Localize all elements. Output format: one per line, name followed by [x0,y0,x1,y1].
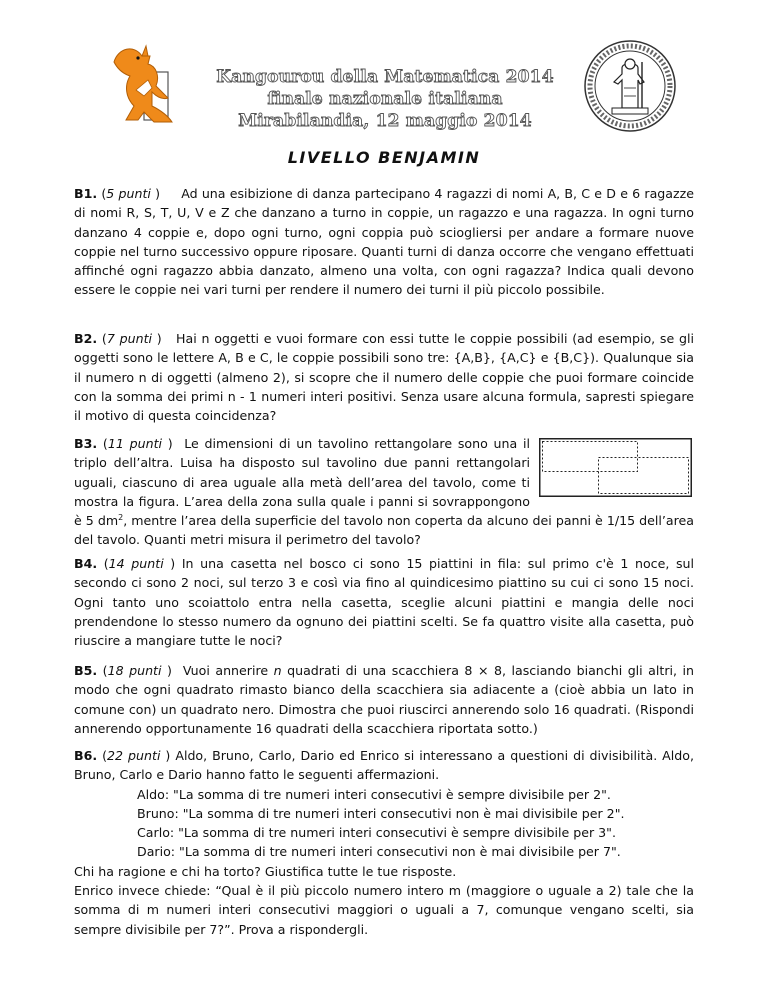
problem-statement: Ad una esibizione di danza partecipano 4 ragazzi di nomi A, B, C e D e 6 ragazze di nomi R, S, T, U, V e Z che danzano a turno in coppie, un ragazzo e una ragazza. In ogni turno danzano 4 coppie e, dopo ogni turno, ogni coppia può sciogliersi per andare a formare nuove coppie nel turno successivo oppure riposare. Quanti turni di danza occorre che vengano effettuati affinché ogni ragazzo abbia danzato, almeno una volta, con ogni ragazza? Indica quali devono essere le coppie nei vari turni per rendere il numero dei turni il più piccolo possibile. [74,186,694,298]
statement-aldo: Aldo: "La somma di tre numeri interi consecutivi è sempre divisibile per 2". [137,786,611,802]
question-text: Chi ha ragione e chi ha torto? Giustifica tutte le tue risposte. [74,863,457,879]
problem-points: 22 punti [107,748,161,763]
superscript: 2 [118,513,124,522]
competition-header [200,66,570,132]
problem-points: 7 punti [106,331,153,346]
table-cloths-figure [539,438,692,497]
university-seal-logo [582,38,678,134]
problem-b5-text: B5. (18 punti ) Vuoi annerire n quadrati di una scacchiera 8 × 8, lasciando bianchi gli altri, in modo che ogni quadrato rimasto bianco della scacchiera sia adiacente a (cioè abbia un lato in comune con) un quadrato nero. Dimostra che puoi riuscirci annerendo solo 16 quadrati. (Rispondi annerendo opportunamente 16 quadrati della scacchiera riportata sotto.) [74,663,694,736]
problem-number: B4. [74,556,98,571]
problem-number: B3. [74,436,98,451]
problem-number: B6. [74,748,98,763]
problem-statement-cont: quadrati di una scacchiera 8 × 8, lasciando bianchi gli altri, in modo che ogni quadrato rimasto bianco della scacchiera sia adiacente a (cioè abbia un lato in comune con) un quadrato nero. Dimostra che puoi riuscirci annerendo solo 16 quadrati. (Rispondi annerendo opportunamente 16 quadrati della scacchiera riportata sotto.) [74,663,694,736]
problem-b4-text: B4. (14 punti ) In una casetta nel bosco ci sono 15 piattini in fila: sul primo c'è 1 noce, sul secondo ci sono 2 noci, sul terzo 3 e così via fino al quindicesimo piattino su cui ci sono 15 noci. Ogni tanto uno scoiattolo entra nella casetta, sceglie alcuni piattini e mangia delle noci prendendone lo stesso numero da ognuno dei piattini scelti. Se fa quattro visite alla casetta, può riuscire a mangiare tutte le noci? [74,556,694,649]
header-subtitle: finale nazionale italiana [267,89,503,109]
problem-b1 [74,184,694,300]
problem-statement-cont: , mentre l’area della superficie del tavolo non coperta da alcuno dei panni è 1/15 dell’area del tavolo. Quanti metri misura il perimetro del tavolo? [74,513,695,548]
problem-statement: Aldo, Bruno, Carlo, Dario ed Enrico si interessano a questioni di divisibilità. Aldo, Bruno, Carlo e Dario hanno fatto le seguenti affermazioni. [74,748,695,783]
statement-carlo: Carlo: "La somma di tre numeri interi consecutivi è sempre divisibile per 3". [137,825,616,841]
cloth-two [599,458,689,494]
problem-statement: Hai n oggetti e vuoi formare con essi tutte le coppie possibili (ad esempio, se gli oggetti sono le lettere A, B e C, le coppie possibili sono tre: {A,B}, {A,C} e {B,C}). Qualunque sia il numero n di oggetti (almeno 2), si scopre che il numero delle coppie che puoi formare coincide con la somma dei primi n - 1 numeri interi positivi. Senza usare alcuna formula, sapresti spiegare il motivo di questa coincidenza? [74,331,694,424]
table-outline [540,439,692,497]
problem-b2 [74,329,694,425]
header-date-place: Mirabilandia, 12 maggio 2014 [238,111,532,131]
statement-dario: Dario: "La somma di tre numeri interi consecutivi non è mai divisibile per 7". [137,844,621,860]
problem-statement: Le dimensioni di un tavolino rettangolare sono una il triplo dell’altra. Luisa ha disposto sul tavolino due panni rettangolari uguali, ciascuno di area uguale alla metà dell’area del tavolo, come ti mostra la figura. L’area della zona sulla quale i panni si sovrappongono è 5 dm [74,436,530,529]
level-title: LIVELLO BENJAMIN [287,148,481,167]
cloth-one [543,442,638,472]
problem-statement: In una casetta nel bosco ci sono 15 piattini in fila: sul primo c'è 1 noce, sul secondo ci sono 2 noci, sul terzo 3 e così via fino al quindicesimo piattino su cui ci sono 15 noci. Ogni tanto uno scoiattolo entra nella casetta, sceglie alcuni piattini e mangia delle noci prendendone lo stesso numero da ognuno dei piattini scelti. Se fa quattro visite alla casetta, può riuscire a mangiare tutte le noci? [74,556,694,649]
problem-b1-text: B1. (5 punti ) Ad una esibizione di danza partecipano 4 ragazzi di nomi A, B, C e D e 6 ragazze di nomi R, S, T, U, V e Z che danzano a turno in coppie, un ragazzo e una ragazza. In ogni turno danzano 4 coppie e, dopo ogni turno, ogni coppia può sciogliersi per andare a formare nuove coppie nel turno successivo oppure riposare. Quanti turni di danza occorre che vengano effettuati affinché ogni ragazzo abbia danzato, almeno una volta, con ogni ragazza? Indica quali devono essere le coppie nei vari turni per rendere il numero dei turni il più piccolo possibile. [74,186,694,298]
problem-points: 18 punti [107,663,162,678]
problem-number: B5. [74,663,98,678]
problem-number: B2. [74,331,98,346]
statement-bruno: Bruno: "La somma di tre numeri interi consecutivi non è mai divisibile per 2". [137,805,625,821]
problem-points: 5 punti [106,186,151,201]
variable-n: n [273,663,282,678]
problem-b2-text: B2. (7 punti ) Hai n oggetti e vuoi formare con essi tutte le coppie possibili (ad esempio, se gli oggetti sono le lettere A, B e C, le coppie possibili sono tre: {A,B}, {A,C} e {B,C}). Qualunque sia il numero n di oggetti (almeno 2), si scopre che il numero delle coppie che puoi formare coincide con la somma dei primi n - 1 numeri interi positivi. Senza usare alcuna formula, sapresti spiegare il motivo di questa coincidenza? [74,331,694,424]
problem-number: B1. [74,186,98,201]
problem-b6-intro: B6. (22 punti ) Aldo, Bruno, Carlo, Dario ed Enrico si interessano a questioni di divisibilità. Aldo, Bruno, Carlo e Dario hanno fatto le seguenti affermazioni. [74,748,695,783]
kangaroo-logo [108,40,180,126]
problem-statement: Vuoi annerire [182,663,274,678]
problem-b5 [74,661,694,738]
problem-b3-text: B3. (11 punti ) Le dimensioni di un tavolino rettangolare sono una il triplo dell’altra. Luisa ha disposto sul tavolino due panni rettangolari uguali, ciascuno di area uguale alla metà dell’area del tavolo, come ti mostra la figura. L’area della zona sulla quale i panni si sovrappongono è 5 $dm^2$, mentre l’area della superficie del tavolo non coperta da alcuno dei panni è 1/15 dell’area del tavolo. Quanti metri misura il perimetro del tavolo? [74,436,695,548]
problem-points: 14 punti [108,556,164,571]
problem-b6 [74,746,694,939]
problem-b4 [74,554,694,650]
problem-points: 11 punti [107,436,163,451]
header-title: Kangourou della Matematica 2014 [216,67,554,87]
enrico-question: Enrico invece chiede: “Qual è il più piccolo numero intero m (maggiore o uguale a 2) tale che la somma di m numeri interi consecutivi maggiori o uguali a 7, comunque vengano scelti, sia sempre divisibile per 7?”. Prova a rispondergli. [74,883,694,937]
